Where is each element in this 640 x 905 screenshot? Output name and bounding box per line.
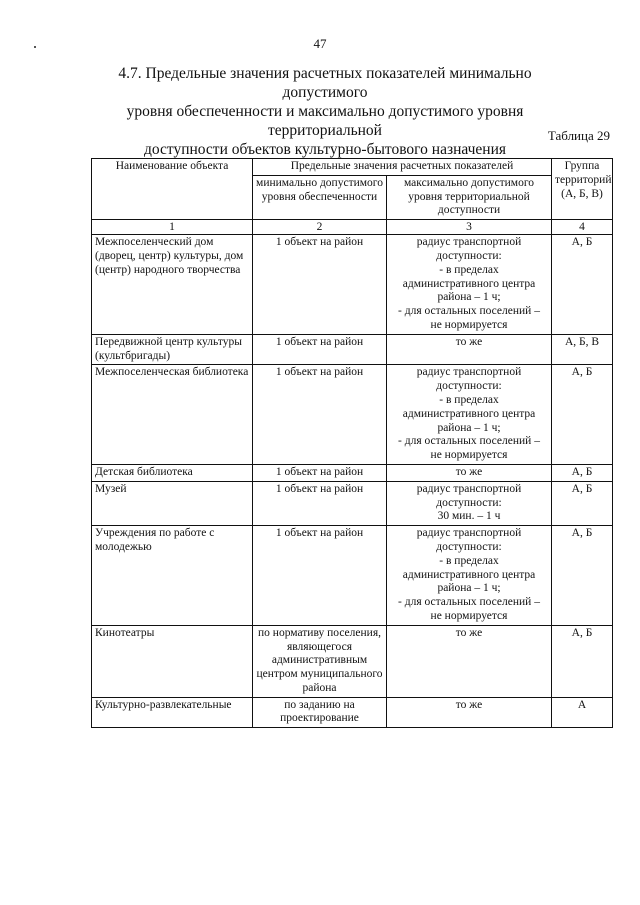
object-name-cell: Кинотеатры: [92, 625, 253, 697]
object-name-cell: Учреждения по работе с молодежью: [92, 526, 253, 626]
max-level-line: радиус транспортной доступности:: [416, 236, 522, 262]
max-level-cell: [387, 625, 552, 697]
max-level-line: то же: [455, 335, 483, 348]
max-level-line: радиус транспортной доступности:: [416, 482, 522, 509]
territory-group-cell: А, Б: [552, 365, 613, 465]
max-level-line: то же: [455, 698, 483, 711]
column-number: 3: [387, 220, 552, 235]
max-level-line: - для остальных поселений –: [398, 596, 540, 609]
max-level-line: 30 мин. – 1 ч: [437, 510, 501, 523]
header-territory-group: Группа территорий (А, Б, В): [552, 159, 613, 220]
table-row: [92, 526, 613, 626]
title-line: доступности объектов культурно-бытового назначения: [143, 141, 507, 158]
max-level-cell: [387, 365, 552, 465]
table-row: [92, 481, 613, 525]
max-level-cell: [387, 235, 552, 335]
object-name-cell: Передвижной центр культуры (культбригады): [92, 334, 253, 365]
max-level-line: радиус транспортной доступности:: [416, 366, 522, 393]
territory-group-cell: А, Б, В: [552, 334, 613, 365]
table-label: Таблица 29: [547, 128, 610, 143]
max-level-line: не нормируется: [430, 449, 508, 462]
min-level-cell: по нормативу поселения, являющегося административным центром муниципального района: [253, 625, 387, 697]
object-name-cell: Культурно-развлекательные: [92, 697, 253, 728]
max-level-line: - для остальных поселений –: [398, 435, 540, 448]
territory-group-cell: А, Б: [552, 526, 613, 626]
column-number: 4: [552, 220, 613, 235]
title-line: 4.7. Предельные значения расчетных показателей минимально допустимого: [118, 65, 532, 101]
territory-group-cell: А, Б: [552, 235, 613, 335]
max-level-line: радиус транспортной доступности:: [416, 527, 522, 553]
title-line: уровня обеспеченности и максимально допустимого уровня территориальной: [126, 103, 524, 139]
object-name-cell: Детская библиотека: [92, 464, 253, 481]
column-number: 2: [253, 220, 387, 235]
territory-group-cell: А, Б: [552, 481, 613, 525]
header-min-level: минимально допустимого уровня обеспеченности: [253, 175, 387, 219]
territory-group-cell: А: [552, 697, 613, 728]
header-max-level: максимально допустимого уровня территориальной доступности: [387, 175, 552, 219]
max-level-line: - для остальных поселений –: [398, 305, 540, 318]
max-level-line: - в пределах административного центра района – 1 ч;: [402, 554, 536, 595]
object-name-cell: Межпоселенческий дом (дворец, центр) культуры, дом (центр) народного творчества: [92, 235, 253, 335]
min-level-cell: 1 объект на район: [253, 481, 387, 525]
object-name-cell: Межпоселенческая библиотека: [92, 365, 253, 465]
header-row: [92, 159, 613, 176]
table-row: [92, 334, 613, 365]
object-name-cell: Музей: [92, 481, 253, 525]
table-row: [92, 235, 613, 335]
max-level-line: не нормируется: [430, 609, 508, 622]
max-level-line: не нормируется: [430, 318, 508, 331]
max-level-cell: [387, 464, 552, 481]
territory-group-cell: А, Б: [552, 464, 613, 481]
max-level-cell: [387, 526, 552, 626]
table-row: [92, 464, 613, 481]
column-number-row: [92, 220, 613, 235]
min-level-cell: по заданию на проектирование: [253, 697, 387, 728]
max-level-cell: [387, 334, 552, 365]
column-number: 1: [92, 220, 253, 235]
max-level-line: - в пределах административного центра района – 1 ч;: [402, 263, 536, 304]
min-level-cell: 1 объект на район: [253, 334, 387, 365]
section-title: [90, 64, 560, 159]
max-level-cell: [387, 697, 552, 728]
indicators-table: [91, 158, 613, 728]
header-object-name: Наименование объекта: [92, 159, 253, 220]
table-row: [92, 697, 613, 728]
territory-group-cell: А, Б: [552, 625, 613, 697]
min-level-cell: 1 объект на район: [253, 365, 387, 465]
min-level-cell: 1 объект на район: [253, 526, 387, 626]
max-level-line: то же: [455, 626, 483, 639]
header-limits: Предельные значения расчетных показателей: [253, 159, 552, 176]
min-level-cell: 1 объект на район: [253, 235, 387, 335]
table-row: [92, 365, 613, 465]
max-level-line: то же: [455, 465, 483, 478]
max-level-line: - в пределах административного центра района – 1 ч;: [402, 393, 536, 434]
page-number: 47: [313, 36, 327, 51]
max-level-cell: [387, 481, 552, 525]
min-level-cell: 1 объект на район: [253, 464, 387, 481]
table-row: [92, 625, 613, 697]
